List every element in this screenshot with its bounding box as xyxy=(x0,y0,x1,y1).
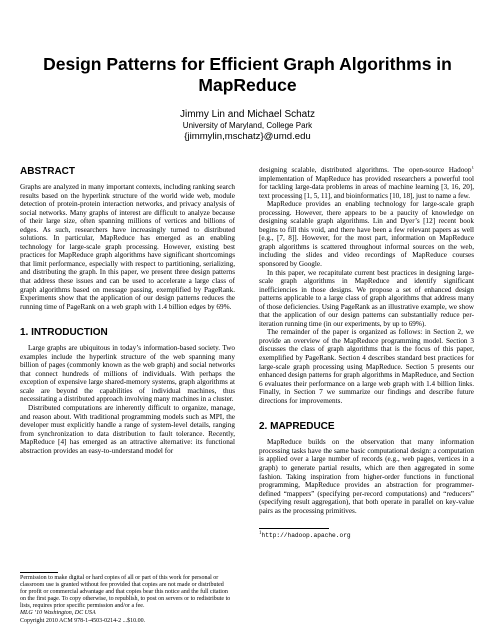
intro-paragraph-1: Large graphs are ubiquitous in today’s information-based society. Two examples include the hyperlink structure of the web spanning many billion of pages (commonly known as the web graph) and social networks that connect hundreds of millions of individuals. With perhaps the exception of expensive large shared-memory systems, graph algorithms at scale are beyond the capabilities of individual machines, thus necessitating a distributed approach involving many machines in a cluster. xyxy=(20,344,235,404)
paper-title xyxy=(0,54,495,96)
venue-line: MLG ’10 Washington, DC USA xyxy=(20,610,96,617)
footnote-marker: 1 xyxy=(471,166,474,171)
author-email: {jimmylin,mschatz}@umd.edu xyxy=(184,131,311,142)
intro-paragraph-2: Distributed computations are inherently difficult to organize, manage, and reason about. With traditional programming models such as MPI, the developer must explicitly handle a range of system-level details, ranging from synchronization to data distribution to fault tolerance. Recently, MapReduce [4] has emerged as an attractive alternative: its functional abstraction provides an easy-to-understand model for xyxy=(20,404,235,455)
permission-text: Permission to make digital or hard copies of all or part of this work for personal or classroom use is granted without fee provided that copies are not made or distributed for profit or commercial advantage and that copies bear this notice and the full citation on the first page. To copy otherwise, to republish, to post on servers or to redistribute to lists, requires prior specific permission and/or a fee. xyxy=(20,575,231,610)
footnote: $^1$http://hadoop.apache.org xyxy=(259,531,351,540)
author-block xyxy=(0,109,495,142)
footnote-url: http://hadoop.apache.org xyxy=(261,532,351,540)
permission-notice xyxy=(20,572,232,625)
title-line-1: Design Patterns for Efficient Graph Algorithms in xyxy=(43,54,452,74)
author-names: Jimmy Lin and Michael Schatz xyxy=(179,109,316,120)
title-line-2: MapReduce xyxy=(198,75,297,95)
right-paragraph-4: The remainder of the paper is organized as follows: in Section 2, we provide an overview of the MapReduce programming model. Section 3 discusses the class of graph algorithms that is the focus of this paper, exemplified by PageRank. Section 4 describes standard best practices for large-scale graph processing using MapReduce. Section 5 presents our enhanced design patterns for graph algorithms in MapReduce, and Section 6 evaluates their performance on a large web graph with 1.4 billion links. Finally, in Section 7 we summarize our findings and describe future directions for improvements. xyxy=(259,328,474,405)
mapreduce-heading: 2. MAPREDUCE xyxy=(259,421,335,433)
abstract-text: Graphs are analyzed in many important contexts, including ranking search results based on the hyperlink structure of the world wide web, module detection of protein-protein interaction networks, and privacy analysis of social networks. Many graphs of interest are difficult to analyze because of their large size, often spanning millions of vertices and billions of edges. As such, researchers have increasingly turned to distributed solutions. In particular, MapReduce has emerged as an enabling technology for large-scale graph processing. However, existing best practices for MapReduce graph algorithms have significant shortcomings that limit performance, especially with respect to partitioning, serializing, and distributing the graph. In this paper, we present three design patterns that address these issues and can be used to accelerate a large class of graph algorithms based on message passing, exemplified by PageRank. Experiments show that the application of our design patterns reduces the running time of PageRank on a web graph with 1.4 billion edges by 69%. xyxy=(20,183,235,311)
mapreduce-paragraph: MapReduce builds on the observation that many information processing tasks have the same basic computational design: a computation is applied over a large number of records (e.g., web pages, vertices in a graph) to generate partial results, which are then aggregated in some fashion. Taking inspiration from higher-order functions in functional programming, MapReduce provides an abstraction for programmer-defined “mappers” (specifying per-record computations) and “reducers” (specifying result aggregation), that both operate in parallel on key-value pairs as the processing primitives. xyxy=(259,438,474,515)
copyright-line: Copyright 2010 ACM 978-1-4503-0214-2 ...$10.00. xyxy=(20,617,146,624)
abstract-heading: ABSTRACT xyxy=(20,166,75,177)
footnote-rule xyxy=(259,528,329,529)
author-affiliation: University of Maryland, College Park xyxy=(182,121,313,130)
intro-heading: 1. INTRODUCTION xyxy=(20,327,108,339)
right-paragraph-3: In this paper, we recapitulate current best practices in designing large-scale graph algorithms in MapReduce and identify significant inefficiencies in those designs. We propose a set of enhanced design patterns applicable to a large class of graph algorithms that address many of those deficiencies. Using PageRank as an illustrative example, we show that the application of our design patterns can substantially reduce per-iteration running time (in our experiments, by up to 69%). xyxy=(259,268,474,328)
right-paragraph-1: designing scalable, distributed algorithms. The open-source Hadoop$^1$ implementation of MapReduce has provided researchers a powerful tool for tackling large-data problems in areas of machine learning [3, 16, 20], text processing [1, 5, 11], and bioinformatics [10, 18], just to name a few. xyxy=(259,166,474,200)
left-column xyxy=(20,166,235,640)
right-paragraph-2: MapReduce provides an enabling technology for large-scale graph processing. However, there appears to be a paucity of knowledge on designing scalable graph algorithms. Lin and Dyer’s [12] recent book begins to fill this void, and there have been a few relevant papers as well [e.g., [7, 8]]. However, for the most part, information on MapReduce graph algorithms is scattered throughout informal sources on the web, including the slides and video recordings of MapReduce courses sponsored by Google. xyxy=(259,200,474,269)
permission-rule xyxy=(20,572,58,573)
right-column xyxy=(259,166,474,640)
